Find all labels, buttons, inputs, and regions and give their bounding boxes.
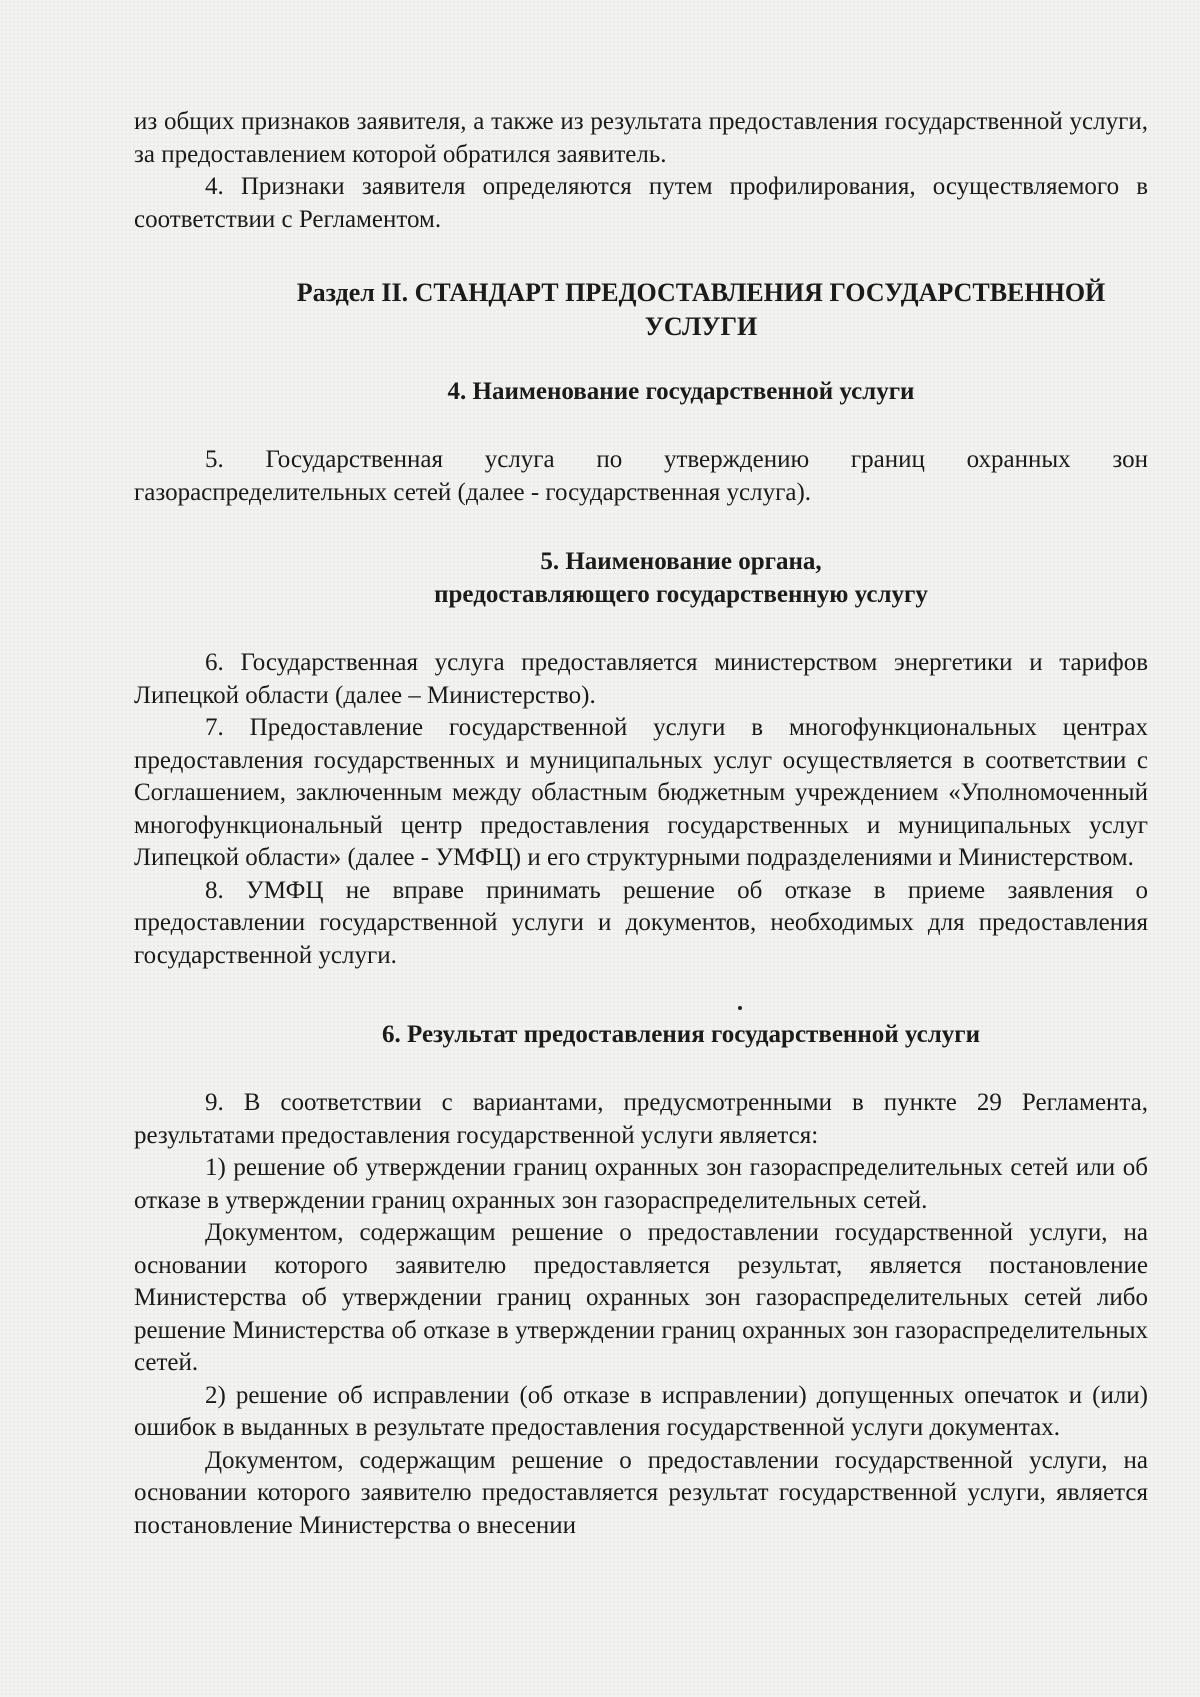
paragraph-9-item-2: 2) решение об исправлении (об отказе в исправлении) допущенных опечаток и (или) ошибок в выданных в результате предоставления государственной услуги документах.: [134, 1381, 1148, 1441]
paragraph-9-document-1: Документом, содержащим решение о предоставлении государственной услуги, на основании которого заявителю предоставляется результат, является постановление Министерства об утверждении границ охранных зон газораспределительных сетей либо решение Министерства об отказе в утверждении границ охранных зон газораспределительных сетей.: [134, 1219, 1148, 1376]
continuation-paragraph: из общих признаков заявителя, а также из результата предоставления государственной услуги, за предоставлением которой обратился заявитель.: [134, 108, 1148, 168]
section-heading: [134, 276, 1148, 344]
paragraph-9-document-2: Документом, содержащим решение о предоставлении государственной услуги, на основании которого заявителю предоставляется результат государственной услуги, является постановление Министерства о внесении: [134, 1446, 1148, 1539]
section-heading-line-2: УСЛУГИ: [644, 312, 758, 341]
paragraph-9-item-1: 1) решение об утверждении границ охранных зон газораспределительных сетей или об отказе в утверждении границ охранных зон газораспределительных сетей.: [134, 1154, 1148, 1214]
paragraph-9: 9. В соответствии с вариантами, предусмотренными в пункте 29 Регламента, результатами предоставления государственной услуги является:: [134, 1089, 1148, 1149]
paragraph-5: 5. Государственная услуга по утверждению границ охранных зон газораспределительных сетей (далее - государственная услуга).: [134, 446, 1148, 506]
section-heading-line-1: Раздел II. СТАНДАРТ ПРЕДОСТАВЛЕНИЯ ГОСУДАРСТВЕННОЙ: [296, 278, 1106, 307]
subsection-heading-6: 6. Результат предоставления государственной услуги: [382, 1021, 980, 1048]
paragraph-8: 8. УМФЦ не вправе принимать решение об отказе в приеме заявления о предоставлении государственной услуги и документов, необходимых для предоставления государственной услуги.: [134, 876, 1148, 969]
paragraph-6: 6. Государственная услуга предоставляется министерством энергетики и тарифов Липецкой области (далее – Министерство).: [134, 649, 1148, 709]
subsection-heading-5-line-2: предоставляющего государственную услугу: [434, 581, 928, 608]
paragraph-7: 7. Предоставление государственной услуги в многофункциональных центрах предоставления государственных и муниципальных услуг осуществляется в соответствии с Соглашением, заключенным между областным бюджетным учреждением «Уполномоченный многофункциональный центр предоставления государственных и муниципальных услуг Липецкой области» (далее - УМФЦ) и его структурными подразделениями и Министерством.: [134, 714, 1148, 871]
subsection-heading-4: 4. Наименование государственной услуги: [447, 378, 915, 405]
scan-speck: [738, 1006, 742, 1010]
subsection-heading-5: [134, 545, 1148, 611]
paragraph-4: 4. Признаки заявителя определяются путем профилирования, осуществляемого в соответствии с Регламентом.: [134, 173, 1148, 233]
subsection-heading-5-line-1: 5. Наименование органа,: [540, 548, 822, 575]
